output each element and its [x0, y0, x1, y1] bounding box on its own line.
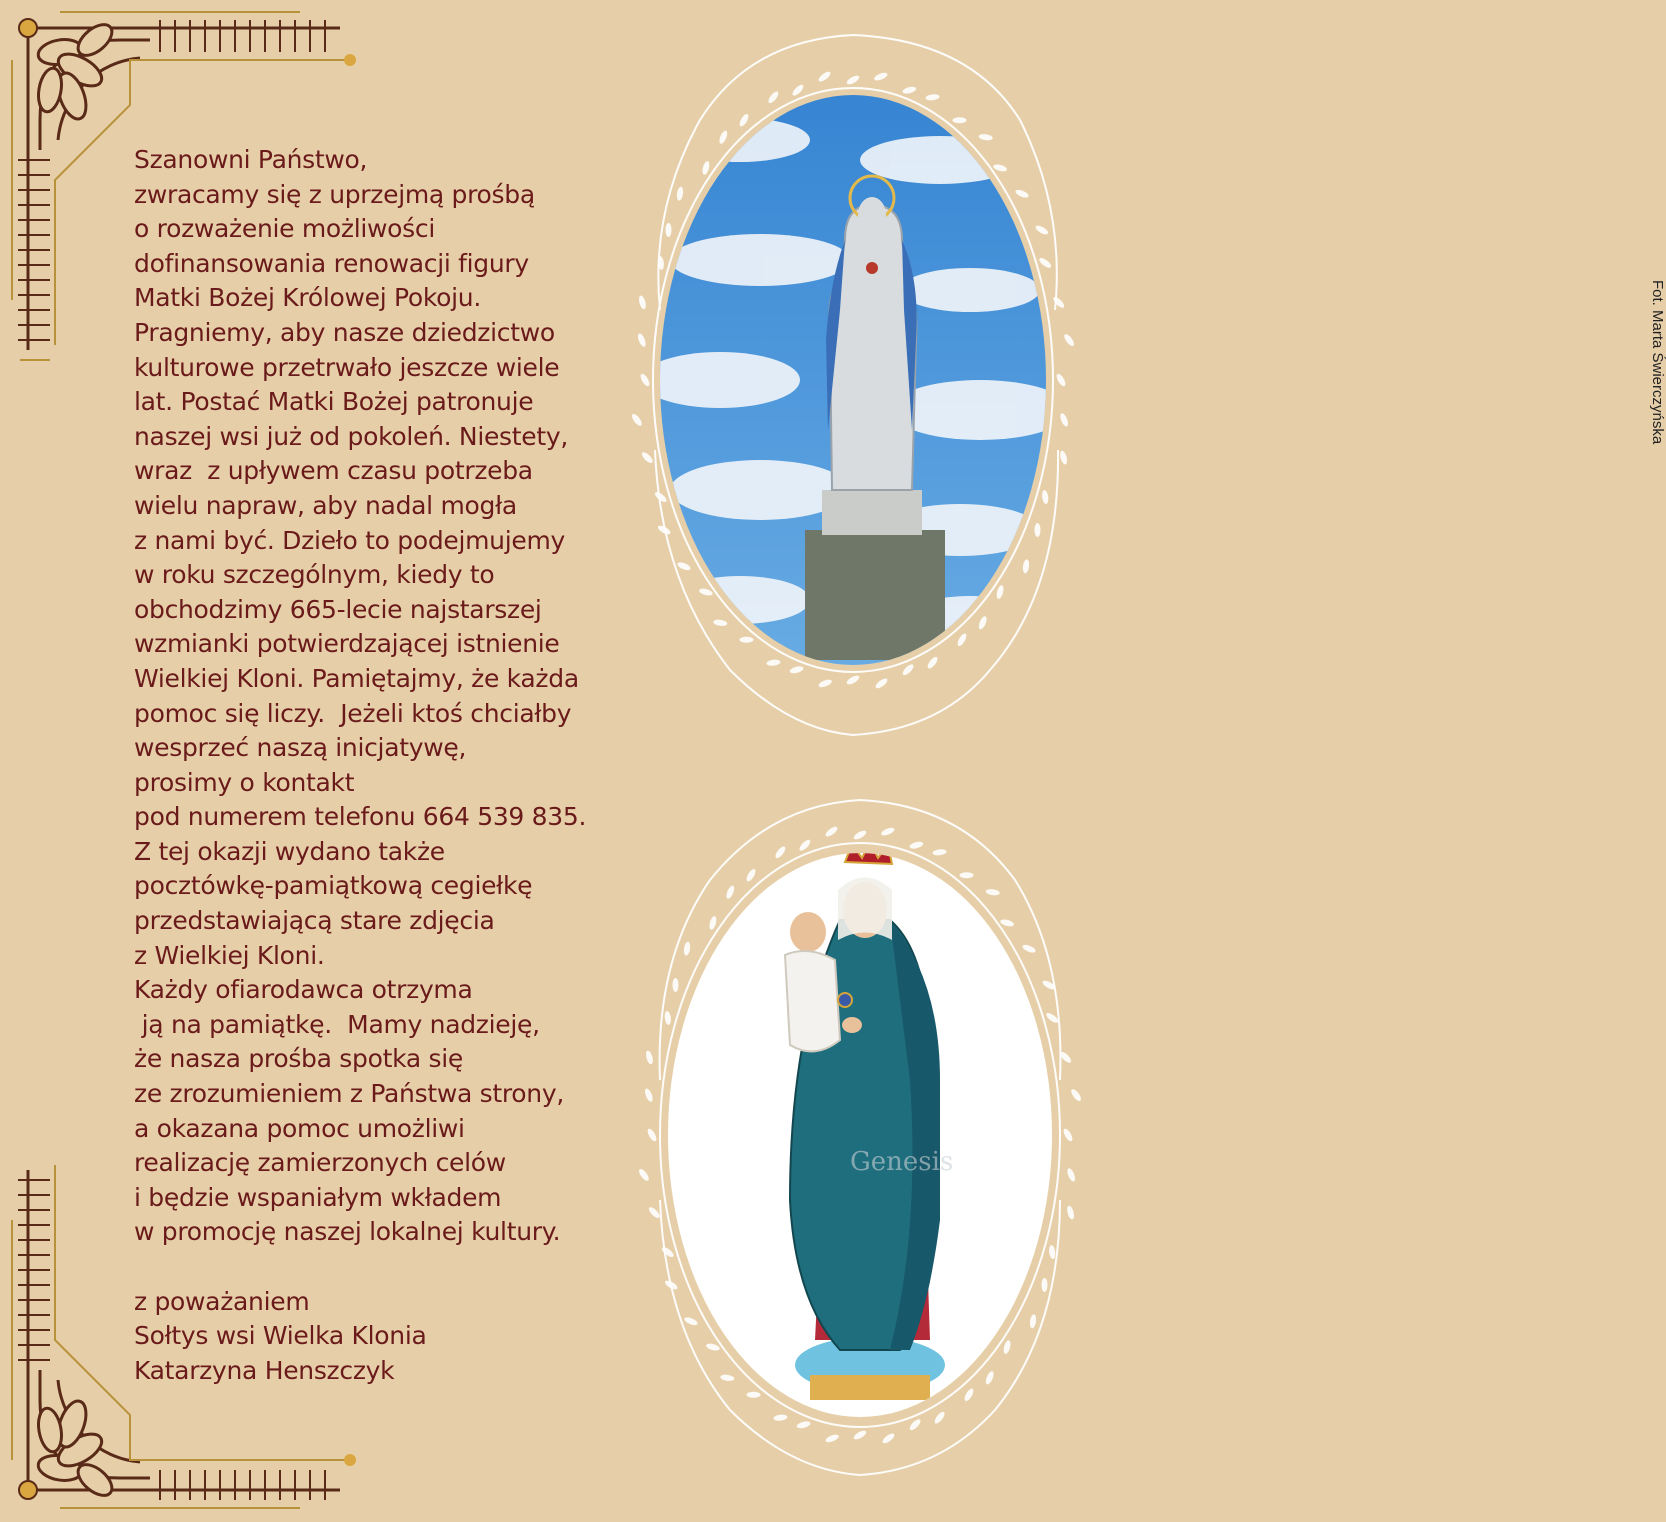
leaf-ornament — [852, 1429, 867, 1441]
leaf-ornament — [1041, 490, 1049, 505]
leaf-ornament — [676, 186, 684, 201]
leaf-ornament — [789, 665, 804, 674]
leaf-ornament — [767, 90, 780, 105]
letter-line: i będzie wspaniałym wkładem — [134, 1182, 502, 1212]
leaf-ornament — [738, 113, 750, 128]
leaf-ornament — [660, 1245, 675, 1258]
madonna-figurine-frame — [640, 780, 1070, 1490]
closing-line: z poważaniem — [134, 1286, 310, 1316]
leaf-ornament — [701, 160, 710, 175]
letter-line: w roku szczególnym, kiedy to — [134, 560, 495, 590]
leaf-ornament — [880, 826, 895, 837]
leaf-ornament — [825, 1433, 840, 1444]
letter-line: Matki Bożej Królowej Pokoju. — [134, 283, 481, 313]
floral-wreath-top — [640, 10, 1070, 750]
leaf-ornament — [740, 637, 754, 643]
photo-credit: Fot. Marta Świerczyńska — [1649, 280, 1666, 445]
spacer — [134, 1250, 654, 1285]
letter-line: Szanowni Państwo, — [134, 145, 368, 174]
letter-line: wzmianki potwierdzającej istnienie — [134, 629, 560, 659]
letter-line: że nasza prośba spotka się — [134, 1044, 463, 1074]
leaf-ornament — [818, 678, 833, 689]
letter-line: pod numerem telefonu 664 539 835. — [134, 802, 587, 832]
letter-line: ją na pamiątkę. Mamy nadzieję, — [134, 1009, 540, 1039]
leaf-ornament — [881, 1432, 896, 1445]
leaf-ornament — [1014, 188, 1029, 199]
leaf-ornament — [995, 585, 1004, 600]
leaf-ornament — [984, 1370, 995, 1385]
leaf-ornament — [845, 74, 860, 86]
leaf-ornament — [1021, 943, 1036, 954]
leaf-ornament — [676, 561, 691, 572]
letter-line: prosimy o kontakt — [134, 767, 355, 797]
leaf-ornament — [647, 1206, 661, 1220]
leaf-ornament — [725, 885, 736, 900]
leaf-ornament — [874, 677, 889, 690]
letter-line: a okazana pomoc umożliwi — [134, 1113, 465, 1143]
leaf-ornament — [774, 845, 787, 860]
letter-line: kulturowe przetrwało jeszcze wiele — [134, 352, 560, 382]
floral-wreath-bottom — [640, 780, 1070, 1490]
leaf-ornament — [1022, 559, 1030, 574]
statue-photo-frame — [640, 10, 1666, 750]
leaf-ornament — [1000, 918, 1015, 927]
leaf-ornament — [960, 872, 974, 878]
leaf-ornament — [1002, 1340, 1011, 1355]
leaf-ornament — [933, 1410, 946, 1425]
leaf-ornament — [1038, 256, 1053, 269]
leaf-ornament — [1048, 1245, 1056, 1260]
letter-line: dofinansowania renowacji figury — [134, 248, 529, 278]
leaf-ornament — [1034, 224, 1049, 236]
letter-line: o rozważenie możliwości — [134, 214, 435, 244]
letter-line: przedstawiającą stare zdjęcia — [134, 906, 495, 936]
leaf-ornament — [720, 1374, 735, 1382]
leaf-ornament — [1055, 372, 1067, 387]
leaf-ornament — [745, 868, 757, 883]
leaf-ornament — [1062, 1127, 1074, 1142]
leaf-ornament — [766, 659, 781, 667]
signature-name: Katarzyna Henszczyk — [134, 1355, 395, 1385]
leaf-ornament — [664, 1011, 672, 1026]
letter-line: naszej wsi już od pokoleń. Niestety, — [134, 421, 569, 451]
leaf-ornament — [747, 1392, 761, 1398]
leaf-ornament — [909, 840, 924, 849]
letter-line: realizację zamierzonych celów — [134, 1148, 506, 1178]
leaf-ornament — [902, 85, 917, 94]
letter-line: Każdy ofiarodawca otrzyma — [134, 975, 473, 1005]
leaf-ornament — [639, 372, 651, 387]
leaf-ornament — [708, 915, 717, 930]
letter-line: wesprzeć naszą inicjatywę, — [134, 733, 467, 763]
letter-line: z Wielkiej Kloni. — [134, 940, 325, 970]
letter-line: ze zrozumieniem z Państwa strony, — [134, 1079, 564, 1109]
leaf-ornament — [643, 1087, 654, 1102]
leaf-ornament — [1066, 1167, 1077, 1182]
letter-line: z nami być. Dzieło to podejmujemy — [134, 525, 566, 555]
leaf-ornament — [638, 295, 647, 310]
leaf-ornament — [956, 632, 968, 647]
leaf-ornament — [953, 117, 967, 123]
letter-line: Pragniemy, aby nasze dziedzictwo — [134, 317, 555, 347]
leaf-ornament — [1059, 412, 1070, 427]
leaf-ornament — [1062, 333, 1075, 348]
letter-line: zwracamy się z uprzejmą prośbą — [134, 179, 535, 209]
leaf-ornament — [796, 1420, 811, 1429]
leaf-ornament — [845, 674, 860, 686]
leaf-ornament — [901, 663, 915, 677]
leaf-ornament — [978, 133, 993, 141]
leaf-ornament — [873, 71, 888, 82]
leaf-ornament — [1042, 1278, 1048, 1292]
letter-body — [134, 143, 654, 1388]
leaf-ornament — [908, 1418, 922, 1432]
leaf-ornament — [852, 829, 867, 841]
leaf-ornament — [824, 825, 839, 838]
watermark-text: Genesis — [850, 1147, 954, 1177]
leaf-ornament — [683, 941, 691, 956]
letter-line: Z tej okazji wydano także — [134, 836, 445, 866]
leaf-ornament — [698, 587, 713, 596]
leaf-ornament — [713, 619, 728, 627]
leaf-ornament — [1052, 295, 1066, 309]
letter-line: pomoc się liczy. Jeżeli ktoś chciałby — [134, 698, 572, 728]
letter-line: w promocję naszej lokalnej kultury. — [134, 1217, 561, 1247]
leaf-ornament — [646, 1127, 658, 1142]
leaf-ornament — [773, 1414, 788, 1422]
leaf-ornament — [963, 1387, 975, 1402]
letter-line: lat. Postać Matki Bożej patronuje — [134, 387, 534, 417]
leaf-ornament — [645, 1050, 654, 1065]
leaf-ornament — [1035, 523, 1041, 537]
leaf-ornament — [993, 163, 1008, 172]
leaf-ornament — [1029, 1314, 1037, 1329]
leaf-ornament — [637, 1168, 650, 1183]
leaf-ornament — [932, 848, 947, 856]
leaf-ornament — [666, 223, 672, 237]
leaf-ornament — [683, 1316, 698, 1327]
leaf-ornament — [791, 83, 805, 97]
leaf-ornament — [985, 888, 1000, 896]
leaf-ornament — [1069, 1088, 1082, 1103]
leaf-ornament — [798, 838, 812, 852]
letter-line: wielu napraw, aby nadal mogła — [134, 490, 517, 520]
leaf-ornament — [640, 451, 654, 465]
leaf-ornament — [1066, 1205, 1075, 1220]
leaf-ornament — [673, 978, 679, 992]
leaf-ornament — [925, 93, 940, 101]
leaf-ornament — [1059, 450, 1068, 465]
leaf-ornament — [718, 130, 729, 145]
letter-line: obchodzimy 665-lecie najstarszej — [134, 594, 542, 624]
letter-line: wraz z upływem czasu potrzeba — [134, 456, 533, 486]
leaf-ornament — [705, 1342, 720, 1351]
letter-line: pocztówkę-pamiątkową cegiełkę — [134, 871, 533, 901]
leaf-ornament — [817, 70, 832, 83]
leaf-ornament — [977, 615, 988, 630]
leaf-ornament — [926, 655, 939, 670]
letter-line: Wielkiej Kloni. Pamiętajmy, że każda — [134, 663, 579, 693]
signature-title: Sołtys wsi Wielka Klonia — [134, 1321, 427, 1351]
